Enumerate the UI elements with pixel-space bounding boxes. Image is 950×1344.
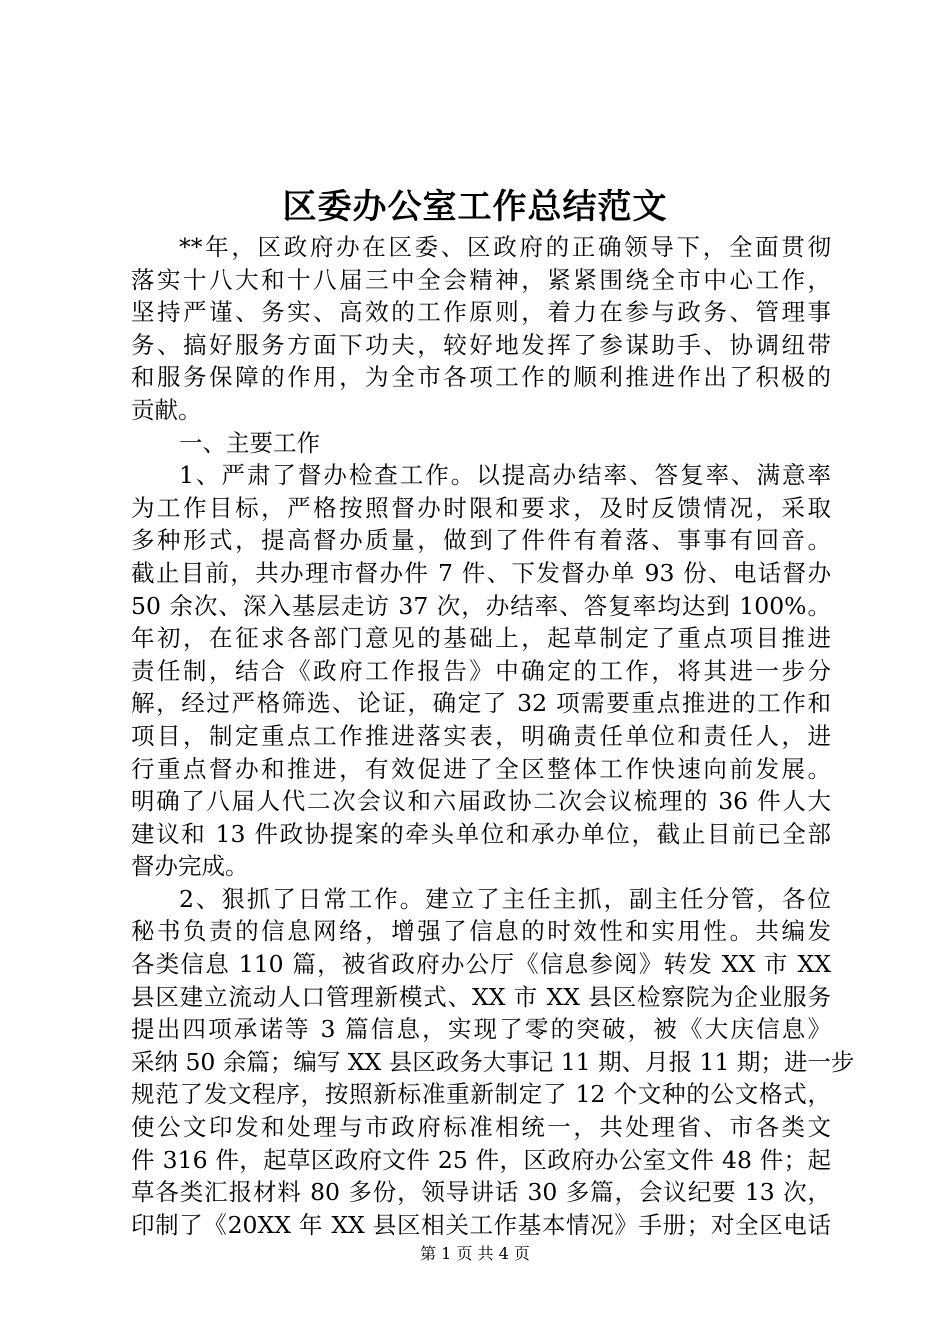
text-line: 一、主要工作 [179,428,320,457]
text-line: 秘书负责的信息网络，增强了信息的时效性和实用性。共编发 [131,917,831,946]
text-line: **年，区政府办在区委、区政府的正确领导下，全面贯彻 [179,233,831,261]
text-line: 和服务保障的作用，为全市各项工作的顺利推进作出了积极的 [131,363,831,392]
text-line: 督办完成。 [131,852,249,881]
text-line: 采纳 50 余篇；编写 XX 县区政务大事记 11 期、月报 11 期；进一步 [131,1047,855,1076]
text-line: 印制了《20XX 年 XX 县区相关工作基本情况》手册；对全区电话 [131,1210,831,1239]
text-line: 50 余次、深入基层走访 37 次，办结率、答复率均达到 100%。 [131,591,831,620]
text-line: 规范了发文程序，按照新标准重新制定了 12 个文种的公文格式， [131,1080,831,1109]
body-text [131,231,855,1241]
text-line: 草各类汇报材料 80 多份，领导讲话 30 多篇，会议纪要 13 次， [131,1178,831,1207]
text-line: 坚持严谨、务实、高效的工作原则，着力在参与政务、管理事 [131,298,831,327]
text-line: 贡献。 [131,395,202,424]
text-line: 2、狠抓了日常工作。建立了主任主抓，副主任分管，各位 [179,884,831,913]
text-line: 件 316 件，起草区政府文件 25 件，区政府办公室文件 48 件；起 [131,1145,831,1174]
text-line: 年初，在征求各部门意见的基础上，起草制定了重点项目推进 [131,624,831,653]
text-line: 县区建立流动人口管理新模式、XX 市 XX 县区检察院为企业服务 [131,982,831,1011]
text-line: 务、搞好服务方面下功夫，较好地发挥了参谋助手、协调纽带 [131,330,831,359]
text-line: 明确了八届人代二次会议和六届政协二次会议梳理的 36 件人大 [131,787,831,816]
text-line: 使公文印发和处理与市政府标准相统一，共处理省、市各类文 [131,1113,831,1142]
text-line: 提出四项承诺等 3 篇信息，实现了零的突破，被《大庆信息》 [131,1015,831,1044]
page-footer: 第 1 页 共 4 页 [420,1244,530,1263]
text-line: 1、严肃了督办检查工作。以提高办结率、答复率、满意率 [179,461,831,490]
text-line: 项目，制定重点工作推进落实表，明确责任单位和责任人，进 [131,721,831,750]
text-line: 落实十八大和十八届三中全会精神，紧紧围绕全市中心工作， [131,265,831,294]
text-line: 各类信息 110 篇，被省政府办公厅《信息参阅》转发 XX 市 XX [131,950,831,979]
text-line: 责任制，结合《政府工作报告》中确定的工作，将其进一步分 [131,656,831,685]
page-title: 区委办公室工作总结范文 [282,187,668,227]
text-line: 行重点督办和推进，有效促进了全区整体工作快速向前发展。 [131,754,831,783]
text-line: 为工作目标，严格按照督办时限和要求，及时反馈情况，采取 [131,493,831,522]
text-line: 截止目前，共办理市督办件 7 件、下发督办单 93 份、电话督办 [131,558,831,587]
text-line: 建议和 13 件政协提案的牵头单位和承办单位，截止目前已全部 [131,819,831,848]
text-line: 多种形式，提高督办质量，做到了件件有着落、事事有回音。 [131,526,831,555]
text-line: 解，经过严格筛选、论证，确定了 32 项需要重点推进的工作和 [131,689,831,718]
